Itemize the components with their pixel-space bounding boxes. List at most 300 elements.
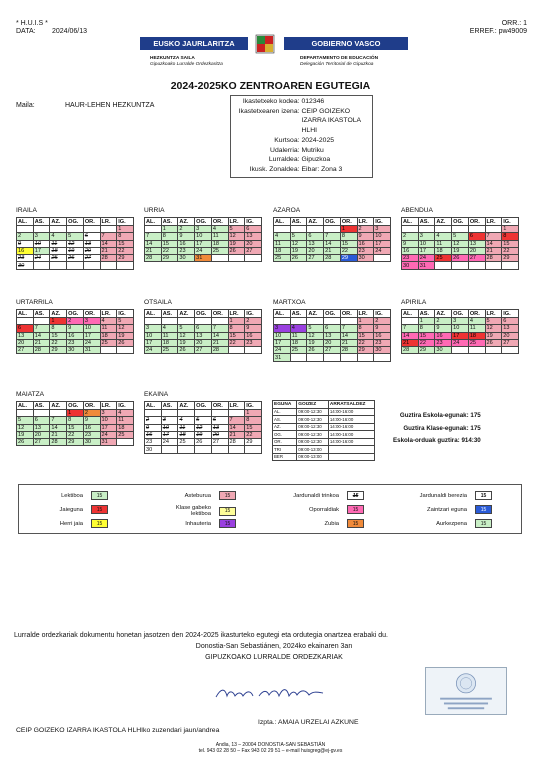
schedule-cell: AZ. xyxy=(273,423,297,431)
day-cell: 17 xyxy=(83,332,100,339)
day-cell xyxy=(418,226,435,233)
day-cell: 3 xyxy=(452,318,469,325)
day-cell: 1 xyxy=(228,318,245,325)
schedule-row xyxy=(273,453,375,461)
legend-label: Zubia xyxy=(324,520,339,527)
day-cell: 27 xyxy=(83,255,100,262)
day-cell: 7 xyxy=(485,233,502,240)
month-calendar-maiatza xyxy=(16,391,134,446)
schedule-row xyxy=(273,408,375,416)
day-cell: 5 xyxy=(228,226,245,233)
day-cell: 16 xyxy=(17,247,34,254)
legend-label: Oporraldiak xyxy=(309,506,339,513)
week-row xyxy=(274,325,391,332)
day-cell: 14 xyxy=(145,240,162,247)
legend-item xyxy=(415,491,492,500)
day-cell: 13 xyxy=(307,240,324,247)
day-cell: 1 xyxy=(245,410,262,417)
day-cell: 12 xyxy=(307,332,324,339)
day-cell xyxy=(178,410,195,417)
weekday-header: LR. xyxy=(100,310,117,318)
day-cell: 24 xyxy=(374,247,391,254)
day-cell: 25 xyxy=(178,439,195,446)
day-cell: 3 xyxy=(100,410,117,417)
day-cell xyxy=(402,318,419,325)
day-cell xyxy=(33,410,50,417)
info-value: Gipuzkoa xyxy=(301,156,331,164)
day-cell: 22 xyxy=(357,339,374,346)
day-cell: 26 xyxy=(307,347,324,354)
signature-image xyxy=(213,684,333,702)
week-row xyxy=(274,347,391,354)
day-cell: 10 xyxy=(33,240,50,247)
day-cell: 7 xyxy=(324,233,341,240)
week-row xyxy=(274,354,391,361)
day-cell: 15 xyxy=(418,332,435,339)
day-cell xyxy=(67,262,84,269)
level-value: HAUR-LEHEN HEZKUNTZA xyxy=(65,102,155,109)
month-table xyxy=(144,309,262,354)
weekday-header: AZ. xyxy=(307,310,324,318)
weekday-header: LR. xyxy=(357,218,374,226)
week-row xyxy=(274,255,391,262)
week-row xyxy=(145,431,262,438)
week-row xyxy=(145,424,262,431)
day-cell: 26 xyxy=(290,255,307,262)
day-cell: 27 xyxy=(502,339,519,346)
schedule-cell: 09:00-12:30 xyxy=(297,438,329,446)
day-cell: 30 xyxy=(83,439,100,446)
legend-swatch: 15 xyxy=(347,505,364,514)
day-cell: 19 xyxy=(17,431,34,438)
info-key: Kurtsoa: xyxy=(274,136,300,144)
day-cell: 6 xyxy=(83,233,100,240)
day-cell: 14 xyxy=(211,332,228,339)
week-row xyxy=(17,247,134,254)
day-cell: 7 xyxy=(340,325,357,332)
day-cell: 1 xyxy=(357,318,374,325)
day-cell: 11 xyxy=(161,332,178,339)
day-cell xyxy=(145,410,162,417)
day-cell xyxy=(307,354,324,361)
weekday-header: AZ. xyxy=(178,218,195,226)
day-cell: 27 xyxy=(33,439,50,446)
legend-item xyxy=(415,519,492,528)
schedule-cell: 14:00-16:00 xyxy=(328,438,374,446)
day-cell xyxy=(50,410,67,417)
day-cell: 3 xyxy=(33,233,50,240)
day-cell: 8 xyxy=(228,325,245,332)
day-cell: 24 xyxy=(100,431,117,438)
info-row xyxy=(233,146,370,156)
day-cell: 5 xyxy=(307,325,324,332)
day-cell: 23 xyxy=(357,247,374,254)
weekday-header: AZ. xyxy=(307,218,324,226)
weekday-header: OG. xyxy=(195,402,212,410)
day-cell: 14 xyxy=(340,332,357,339)
dept-eu-title: HEZKUNTZA SAILA xyxy=(150,56,195,61)
legend-label: Inhauteria xyxy=(185,520,211,527)
schedule-cell xyxy=(328,446,374,454)
day-cell: 9 xyxy=(145,424,162,431)
info-row xyxy=(233,155,370,165)
week-row xyxy=(145,417,262,424)
weekday-header: LR. xyxy=(228,310,245,318)
day-cell: 18 xyxy=(50,247,67,254)
day-cell: 19 xyxy=(452,247,469,254)
month-table xyxy=(144,401,262,454)
legend-item xyxy=(415,505,492,514)
coat-of-arms-icon xyxy=(254,33,276,55)
day-cell xyxy=(211,410,228,417)
legend-label: Klase gabeko lektiboa xyxy=(175,505,211,517)
day-cell: 4 xyxy=(468,318,485,325)
month-name: URRIA xyxy=(144,207,165,214)
level-label: Maila: xyxy=(16,102,35,109)
day-cell: 28 xyxy=(211,347,228,354)
day-cell: 13 xyxy=(83,240,100,247)
month-name: AZAROA xyxy=(273,207,301,214)
day-cell: 17 xyxy=(161,431,178,438)
day-cell: 25 xyxy=(274,255,291,262)
info-key: Ikastetxearen izena: xyxy=(238,107,300,115)
weekday-header: OR. xyxy=(211,402,228,410)
schedule-cell: 14:00-16:00 xyxy=(328,408,374,416)
weekday-header: IG. xyxy=(374,218,391,226)
day-cell: 16 xyxy=(245,332,262,339)
month-name: IRAILA xyxy=(16,207,37,214)
legend-item xyxy=(159,519,236,528)
weekday-header: OG. xyxy=(195,310,212,318)
day-cell: 24 xyxy=(274,347,291,354)
legend-label: Lektiboa xyxy=(61,492,83,499)
day-cell: 9 xyxy=(17,240,34,247)
day-cell: 3 xyxy=(161,417,178,424)
day-cell: 29 xyxy=(245,439,262,446)
day-cell: 2 xyxy=(145,417,162,424)
day-cell: 7 xyxy=(228,417,245,424)
day-cell: 24 xyxy=(418,255,435,262)
day-cell: 30 xyxy=(357,255,374,262)
day-cell xyxy=(161,318,178,325)
day-cell xyxy=(117,347,134,354)
day-cell: 3 xyxy=(145,325,162,332)
day-cell: 1 xyxy=(50,318,67,325)
day-cell: 21 xyxy=(33,339,50,346)
weekday-header: AS. xyxy=(418,310,435,318)
info-value: Mutriku xyxy=(301,146,324,154)
day-cell: 16 xyxy=(357,240,374,247)
day-cell: 18 xyxy=(117,424,134,431)
day-cell: 15 xyxy=(67,424,84,431)
day-cell xyxy=(435,262,452,269)
day-cell xyxy=(290,318,307,325)
legend-swatch: 15 xyxy=(475,505,492,514)
day-cell: 23 xyxy=(435,339,452,346)
day-cell: 29 xyxy=(67,439,84,446)
week-row xyxy=(17,332,134,339)
day-cell: 2 xyxy=(83,410,100,417)
day-cell: 8 xyxy=(245,417,262,424)
day-cell: 1 xyxy=(117,226,134,233)
day-cell xyxy=(211,446,228,453)
day-cell: 15 xyxy=(357,332,374,339)
day-cell: 25 xyxy=(117,431,134,438)
day-cell: 14 xyxy=(100,240,117,247)
total-label: Eskola-orduak guztira: xyxy=(393,437,460,444)
day-cell: 13 xyxy=(468,240,485,247)
weekday-header: IG. xyxy=(245,310,262,318)
day-cell xyxy=(485,262,502,269)
weekday-header: AL. xyxy=(274,218,291,226)
day-cell: 4 xyxy=(100,318,117,325)
legend-swatch: 15 xyxy=(347,491,364,500)
day-cell: 23 xyxy=(83,431,100,438)
day-cell: 20 xyxy=(195,339,212,346)
weekday-header: LR. xyxy=(485,310,502,318)
legend-swatch: 15 xyxy=(475,519,492,528)
weekday-header: LR. xyxy=(357,310,374,318)
schedule-cell: 09:00-12:30 xyxy=(297,408,329,416)
weekday-header: OR. xyxy=(211,218,228,226)
total-value: 175 xyxy=(470,424,481,432)
addressee: CEIP GOIZEKO IZARRA IKASTOLA HLHIko zuzendari jaun/andrea xyxy=(16,727,220,734)
day-cell xyxy=(228,446,245,453)
day-cell xyxy=(50,226,67,233)
month-table xyxy=(273,217,391,262)
day-cell: 31 xyxy=(100,439,117,446)
day-cell: 11 xyxy=(211,233,228,240)
day-cell: 23 xyxy=(17,255,34,262)
day-cell: 13 xyxy=(502,325,519,332)
day-cell: 5 xyxy=(452,233,469,240)
day-cell xyxy=(161,446,178,453)
day-cell xyxy=(145,226,162,233)
day-cell: 24 xyxy=(33,255,50,262)
day-cell: 21 xyxy=(324,247,341,254)
weekday-header: OG. xyxy=(67,402,84,410)
day-cell: 14 xyxy=(50,424,67,431)
day-cell: 17 xyxy=(274,339,291,346)
day-cell xyxy=(161,410,178,417)
day-cell: 6 xyxy=(245,226,262,233)
day-cell: 5 xyxy=(67,233,84,240)
weekday-header: OG. xyxy=(452,310,469,318)
day-cell: 17 xyxy=(33,247,50,254)
dept-es-title: DEPARTAMENTO DE EDUCACIÓN xyxy=(300,56,379,61)
day-cell: 30 xyxy=(374,347,391,354)
day-cell: 4 xyxy=(435,233,452,240)
day-cell: 25 xyxy=(100,339,117,346)
day-cell: 24 xyxy=(452,339,469,346)
day-cell: 9 xyxy=(435,325,452,332)
day-cell: 9 xyxy=(374,325,391,332)
info-row xyxy=(233,136,370,146)
total-row xyxy=(393,423,481,436)
weekday-header: IG. xyxy=(374,310,391,318)
day-cell: 9 xyxy=(357,233,374,240)
contact-line: tel. 943 02 28 50 – Fax 943 02 29 51 – e-mail huisgreg@ej-gv.es xyxy=(198,748,343,754)
weekday-header: OG. xyxy=(195,218,212,226)
footer-text xyxy=(14,630,534,663)
day-cell: 16 xyxy=(402,247,419,254)
day-cell xyxy=(290,354,307,361)
day-cell: 11 xyxy=(178,424,195,431)
day-cell: 22 xyxy=(117,247,134,254)
day-cell: 20 xyxy=(324,339,341,346)
day-cell: 29 xyxy=(502,255,519,262)
day-cell: 13 xyxy=(211,424,228,431)
weekday-header: OG. xyxy=(67,310,84,318)
weekday-header: AL. xyxy=(402,218,419,226)
day-cell: 15 xyxy=(340,240,357,247)
day-cell xyxy=(502,347,519,354)
day-cell xyxy=(178,446,195,453)
day-cell: 9 xyxy=(178,233,195,240)
day-cell: 19 xyxy=(228,240,245,247)
day-cell: 25 xyxy=(50,255,67,262)
weekday-header: AS. xyxy=(33,218,50,226)
total-label: Guztira Klase-egunak: xyxy=(403,424,469,432)
day-cell: 15 xyxy=(50,332,67,339)
schedule-header: ARRATSALDEZ xyxy=(328,401,374,409)
week-row xyxy=(402,347,519,354)
day-cell: 6 xyxy=(324,325,341,332)
weekday-header: AS. xyxy=(290,218,307,226)
weekday-header: OR. xyxy=(211,310,228,318)
day-cell: 5 xyxy=(178,325,195,332)
week-row xyxy=(17,347,134,354)
day-cell xyxy=(452,262,469,269)
info-value: Eibar: Zona 3 xyxy=(301,165,343,173)
info-row xyxy=(233,97,370,107)
day-cell: 16 xyxy=(178,240,195,247)
day-cell: 18 xyxy=(100,332,117,339)
day-cell: 23 xyxy=(245,339,262,346)
schedule-cell: 09:00-13:00 xyxy=(297,453,329,461)
day-cell: 8 xyxy=(502,233,519,240)
day-cell: 10 xyxy=(100,417,117,424)
day-cell: 27 xyxy=(17,347,34,354)
day-cell: 15 xyxy=(502,240,519,247)
approval-text: Lurralde ordezkariak dokumentu honetan jasotzen den 2024-2025 ikasturteko egutegi eta ordutegia onartzea erabaki du. xyxy=(14,632,388,639)
day-cell xyxy=(228,347,245,354)
day-cell: 8 xyxy=(50,325,67,332)
day-cell: 11 xyxy=(468,325,485,332)
day-cell: 6 xyxy=(307,233,324,240)
day-cell: 12 xyxy=(228,233,245,240)
day-cell: 25 xyxy=(161,347,178,354)
day-cell: 26 xyxy=(195,439,212,446)
schedule-cell: OG. xyxy=(273,431,297,439)
day-cell: 27 xyxy=(195,347,212,354)
legend-box xyxy=(18,484,522,534)
month-table xyxy=(401,309,519,354)
day-cell xyxy=(290,226,307,233)
month-calendar-azaroa xyxy=(273,207,391,262)
day-cell: 30 xyxy=(402,262,419,269)
day-cell: 29 xyxy=(340,255,357,262)
month-name: URTARRILA xyxy=(16,299,53,306)
month-name: MAIATZA xyxy=(16,391,45,398)
day-cell: 18 xyxy=(161,339,178,346)
weekday-header: AZ. xyxy=(178,310,195,318)
info-value: 012346 xyxy=(301,98,325,105)
weekday-header: AL. xyxy=(274,310,291,318)
day-cell: 20 xyxy=(307,247,324,254)
week-row xyxy=(145,325,262,332)
weekday-header: AZ. xyxy=(435,218,452,226)
day-cell: 15 xyxy=(161,240,178,247)
day-cell: 22 xyxy=(340,247,357,254)
week-row xyxy=(145,332,262,339)
day-cell: 7 xyxy=(33,325,50,332)
weekday-header: OR. xyxy=(340,218,357,226)
address-line: Andia, 13 – 20004 DONOSTIA-SAN SEBASTIÁN xyxy=(215,742,326,748)
week-row xyxy=(402,240,519,247)
week-row xyxy=(17,339,134,346)
day-cell: 20 xyxy=(468,247,485,254)
day-cell: 3 xyxy=(374,226,391,233)
week-row xyxy=(145,439,262,446)
day-cell: 8 xyxy=(357,325,374,332)
day-cell: 14 xyxy=(402,332,419,339)
day-cell: 15 xyxy=(245,424,262,431)
day-cell: 26 xyxy=(452,255,469,262)
day-cell: 12 xyxy=(195,424,212,431)
day-cell xyxy=(307,226,324,233)
day-cell: 28 xyxy=(145,255,162,262)
weekday-header: LR. xyxy=(485,218,502,226)
month-table xyxy=(16,309,134,354)
month-table xyxy=(401,217,519,270)
week-row xyxy=(402,262,519,269)
month-name: APIRILA xyxy=(401,299,427,306)
total-label: Guztira Eskola-egunak: xyxy=(399,412,469,419)
weekday-header: OR. xyxy=(340,310,357,318)
week-row xyxy=(402,318,519,325)
day-cell: 7 xyxy=(50,417,67,424)
month-calendar-abendua xyxy=(401,207,519,270)
day-cell: 16 xyxy=(145,431,162,438)
week-row xyxy=(274,318,391,325)
weekday-header: LR. xyxy=(100,402,117,410)
month-name: ABENDUA xyxy=(401,207,433,214)
week-row xyxy=(145,347,262,354)
day-cell xyxy=(374,354,391,361)
day-cell: 3 xyxy=(195,226,212,233)
day-cell: 14 xyxy=(324,240,341,247)
day-cell: 13 xyxy=(195,332,212,339)
day-cell: 25 xyxy=(468,339,485,346)
day-cell: 1 xyxy=(418,318,435,325)
schedule-row xyxy=(273,431,375,439)
day-cell: 30 xyxy=(145,446,162,453)
day-cell: 18 xyxy=(290,339,307,346)
month-calendar-martxoa xyxy=(273,299,391,362)
day-cell xyxy=(117,262,134,269)
day-cell: 14 xyxy=(228,424,245,431)
day-cell xyxy=(228,255,245,262)
day-cell xyxy=(307,318,324,325)
day-cell: 23 xyxy=(374,339,391,346)
info-key: Udalerria: xyxy=(270,146,300,154)
day-cell: 21 xyxy=(100,247,117,254)
day-cell: 7 xyxy=(145,233,162,240)
week-row xyxy=(402,339,519,346)
day-cell: 20 xyxy=(211,431,228,438)
day-cell xyxy=(340,354,357,361)
